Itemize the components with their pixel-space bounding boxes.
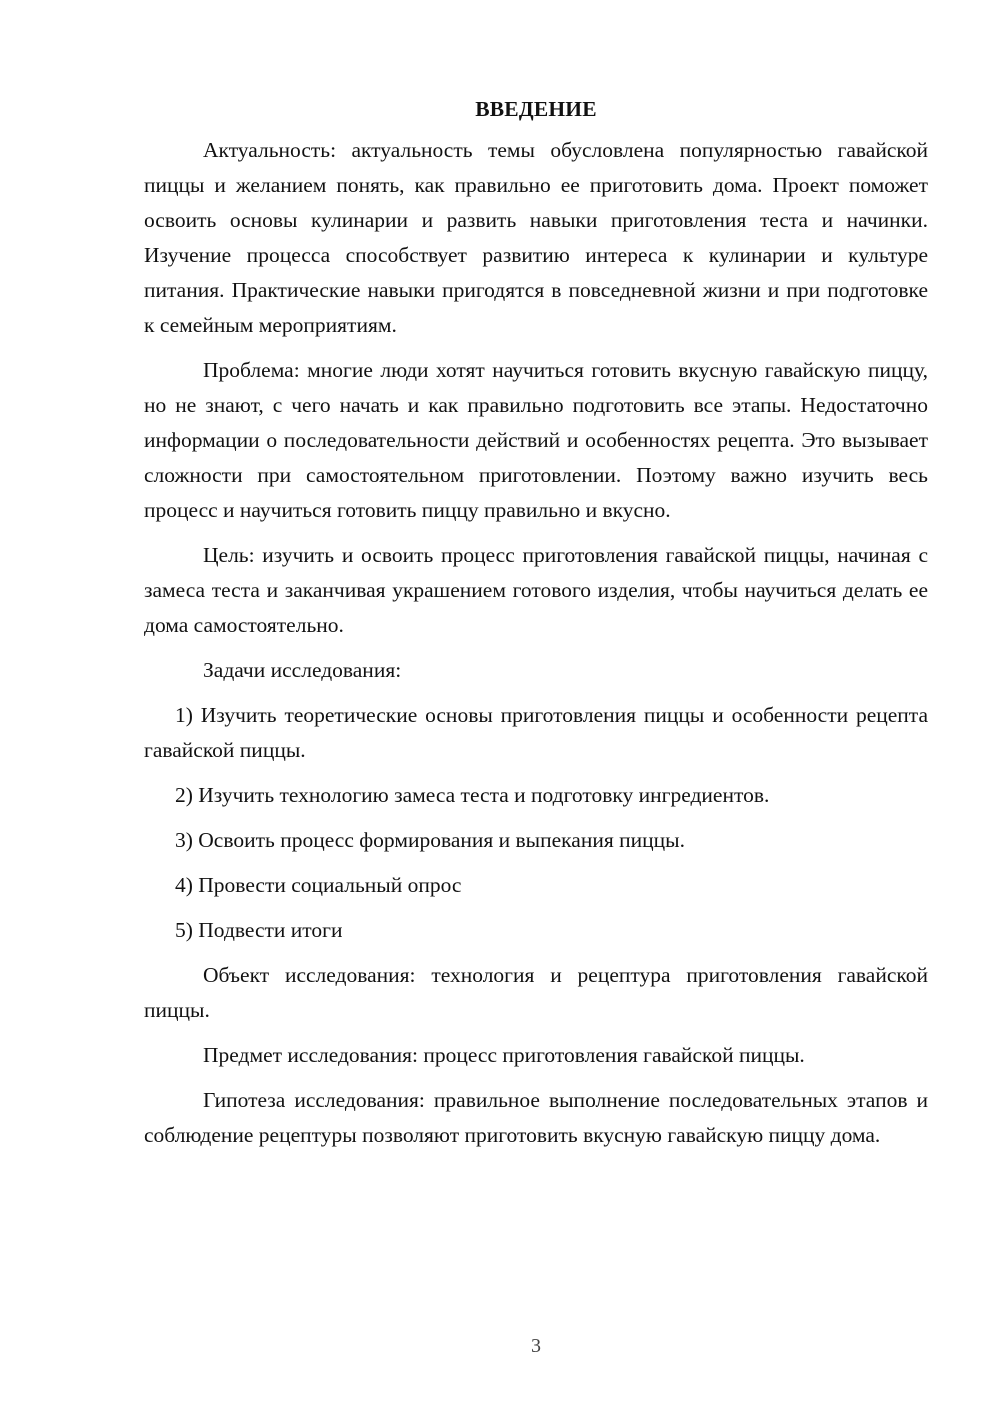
task-item: 1) Изучить теоретические основы приготовления пиццы и особенности рецепта гавайской пиццы. (144, 703, 928, 762)
section-heading: ВВЕДЕНИЕ (475, 97, 597, 121)
hypothesis-paragraph: Гипотеза исследования: правильное выполнение последовательных этапов и соблюдение рецептуры позволяют приготовить вкусную гавайскую пиццу дома. (144, 1088, 928, 1147)
subject-paragraph: Предмет исследования: процесс приготовления гавайской пиццы. (203, 1043, 805, 1067)
document-page (144, 92, 928, 1153)
goal-paragraph: Цель: изучить и освоить процесс приготовления гавайской пиццы, начиная с замеса теста и заканчивая украшением готового изделия, чтобы научиться делать ее дома самостоятельно. (144, 543, 928, 637)
problem-paragraph: Проблема: многие люди хотят научиться готовить вкусную гавайскую пиццу, но не знают, с чего начать и как правильно подготовить все этапы. Недостаточно информации о последовательности действий и особенностях рецепта. Это вызывает сложности при самостоятельном приготовлении. Поэтому важно изучить весь процесс и научиться готовить пиццу правильно и вкусно. (144, 358, 928, 522)
task-item: 5) Подвести итоги (175, 918, 343, 942)
relevance-paragraph: Актуальность: актуальность темы обусловлена популярностью гавайской пиццы и желанием понять, как правильно ее приготовить дома. Проект поможет освоить основы кулинарии и развить навыки приготовления теста и начинки. Изучение процесса способствует развитию интереса к кулинарии и культуре питания. Практические навыки пригодятся в повседневной жизни и при подготовке к семейным мероприятиям. (144, 138, 928, 337)
object-paragraph: Объект исследования: технология и рецептура приготовления гавайской пиццы. (144, 963, 928, 1022)
tasks-title: Задачи исследования: (203, 658, 402, 682)
page-number: 3 (531, 1335, 541, 1357)
task-item: 3) Освоить процесс формирования и выпекания пиццы. (175, 828, 685, 852)
task-item: 4) Провести социальный опрос (175, 873, 462, 897)
task-item: 2) Изучить технологию замеса теста и подготовку ингредиентов. (175, 783, 770, 807)
